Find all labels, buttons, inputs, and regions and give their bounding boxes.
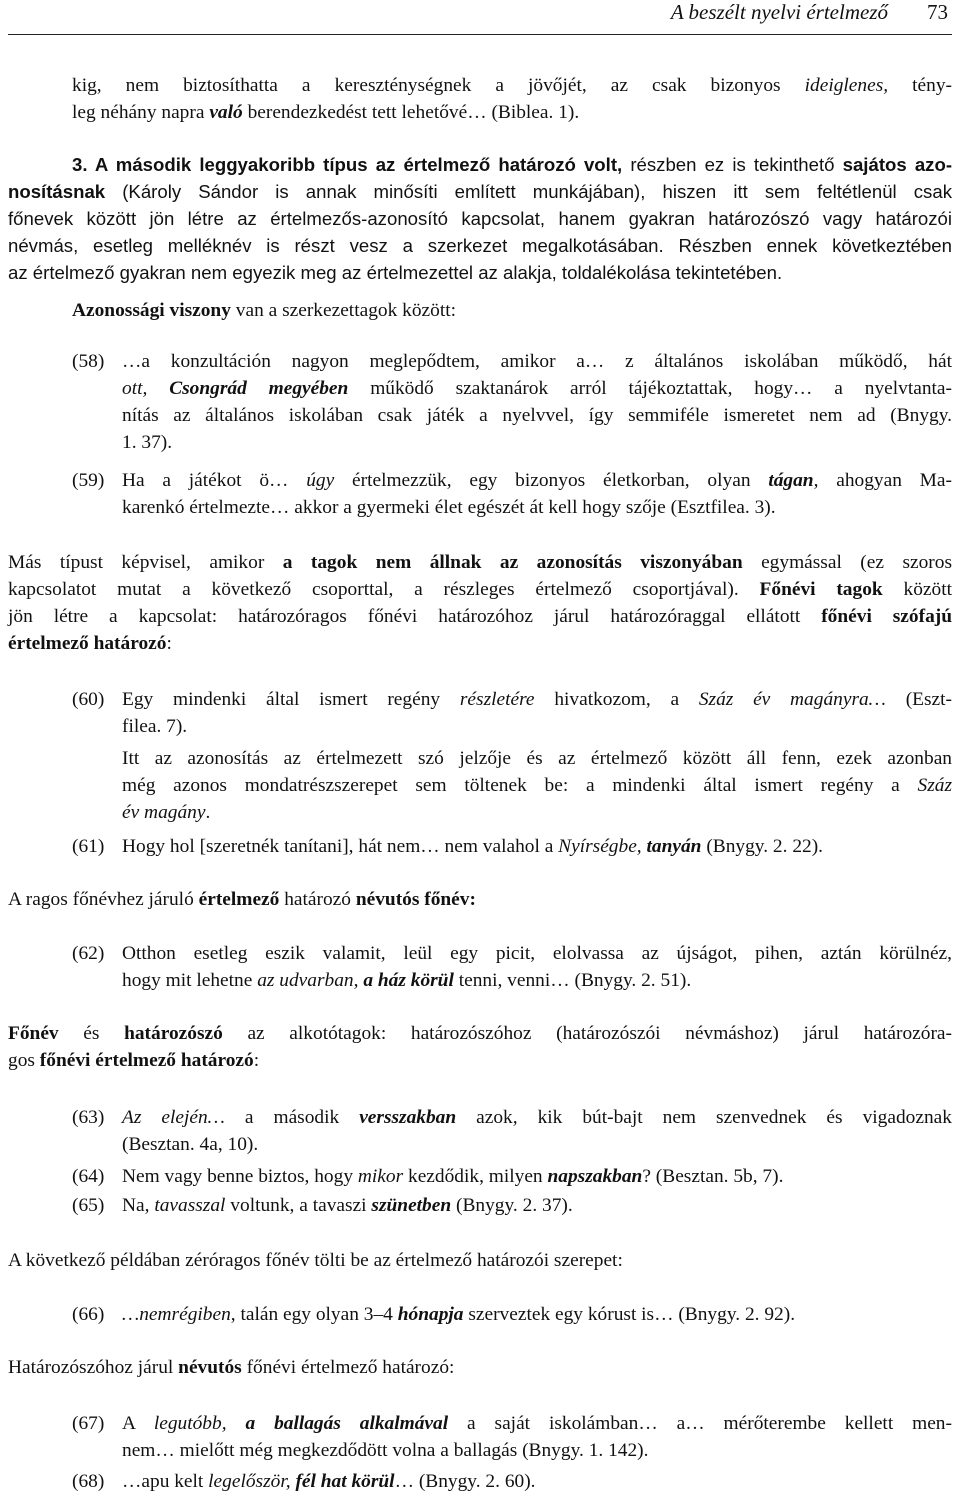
- page-header: [8, 0, 952, 35]
- example-number-68: (68): [72, 1471, 105, 1492]
- example-number-63: (63): [72, 1107, 105, 1128]
- para5-line2: gos főnévi értelmező határozó:: [8, 1050, 260, 1071]
- para6-line1: A következő példában zéróragos főnév tölti be az értelmező határozói szerepet:: [8, 1250, 623, 1271]
- para2-line1: 3. A második leggyakoribb típus az értelmező határozó volt, részben ez is tekinthető sajátos azo-: [72, 154, 953, 175]
- para7-line1: Határozószóhoz járul névutós főnévi értelmező határozó:: [8, 1357, 455, 1378]
- para4-line1: A ragos főnévhez járuló értelmező határozó névutós főnév:: [8, 889, 476, 910]
- example-number-67: (67): [72, 1413, 105, 1434]
- example-59-line2: karenkó értelmezte… akkor a gyermeki élet egészét át kell hogy szője (Esztfilea. 3).: [122, 497, 776, 518]
- example-61-line1: Hogy hol [szeretnék tanítani], hát nem… nem valahol a Nyírségbe, tanyán (Bnygy. 2. 22).: [122, 836, 824, 857]
- example-number-60: (60): [72, 689, 105, 710]
- para2-line2: nosításnak (Károly Sándor is annak minősíti említett munkájában), hiszen itt sem feltétlenül csak: [8, 181, 952, 202]
- example-number-64: (64): [72, 1166, 105, 1187]
- example-62-line1: Otthon esetleg eszik valamit, leül egy picit, elolvassa az újságot, pihen, aztán körülnéz,: [122, 943, 952, 964]
- example-58-line2: ott, Csongrád megyében működő szaktanárok arról tájékoztattak, hogy… a nyelvtanta-: [122, 378, 952, 399]
- example-65-line1: Na, tavasszal voltunk, a tavaszi szünetben (Bnygy. 2. 37).: [122, 1195, 573, 1216]
- example-60-line2: filea. 7).: [122, 716, 188, 737]
- example-number-66: (66): [72, 1304, 105, 1325]
- para3-line3: jön létre a kapcsolat: határozóragos főnévi határozóhoz járul határozóraggal ellátott főnévi szófajú: [8, 606, 953, 627]
- page-number: 73: [927, 0, 948, 24]
- example-59-line1: Ha a játékot ö… úgy értelmezzük, egy bizonyos életkorban, olyan tágan, ahogyan Ma-: [122, 470, 952, 491]
- para1-line1: kig, nem biztosíthatta a kereszténységnek a jövőjét, az csak bizonyos ideiglenes, tény-: [72, 75, 953, 96]
- example-number-61: (61): [72, 836, 105, 857]
- para5-line1: Főnév és határozószó az alkotótagok: határozószóhoz (határozószói névmáshoz) járul határozóra-: [8, 1023, 952, 1044]
- example-60-line5: év magány.: [122, 802, 211, 823]
- para1-line2: leg néhány napra való berendezkedést tett lehetővé… (Biblea. 1).: [72, 102, 580, 123]
- para2-line4: névmás, esetleg melléknév is részt vesz a szerkezet megalkotásában. Részben ennek következtében: [8, 235, 952, 256]
- example-68-line1: …apu kelt legelőször, fél hat körül… (Bnygy. 2. 60).: [122, 1471, 536, 1492]
- example-60-line1: Egy mindenki által ismert regény részletére hivatkozom, a Száz év magányra… (Eszt-: [122, 689, 952, 710]
- example-60-line3: Itt az azonosítás az értelmezett szó jelzője és az értelmező között áll fenn, ezek azonban: [122, 748, 952, 769]
- example-number-59: (59): [72, 470, 105, 491]
- example-62-line2: hogy mit lehetne az udvarban, a ház körül tenni, venni… (Bnygy. 2. 51).: [122, 970, 692, 991]
- para2-line5: az értelmező gyakran nem egyezik meg az értelmezettel az alakja, toldalékolása tekintetében.: [8, 262, 783, 283]
- para3-line1: Más típust képvisel, amikor a tagok nem állnak az azonosítás viszonyában egymással (ez szoros: [8, 552, 952, 573]
- example-58-line4: 1. 37).: [122, 432, 173, 453]
- example-67-line2: nem… mielőtt még megkezdődött volna a ballagás (Bnygy. 1. 142).: [122, 1440, 649, 1461]
- example-number-65: (65): [72, 1195, 105, 1216]
- running-title: A beszélt nyelvi értelmező: [670, 0, 888, 24]
- example-number-58: (58): [72, 351, 105, 372]
- example-63-line1: Az elején… a második versszakban azok, kik bút-bajt nem szenvednek és vigadoznak: [122, 1107, 952, 1128]
- example-63-line2: (Besztan. 4a, 10).: [122, 1134, 259, 1155]
- para2-line6: Azonossági viszony van a szerkezettagok között:: [72, 300, 456, 321]
- example-64-line1: Nem vagy benne biztos, hogy mikor kezdődik, milyen napszakban? (Besztan. 5b, 7).: [122, 1166, 784, 1187]
- example-67-line1: A legutóbb, a ballagás alkalmával a saját iskolámban… a… mérőterembe kellett men-: [122, 1413, 952, 1434]
- example-58-line3: nítás az általános iskolában csak játék a nyelvvel, így semmiféle ismeretet nem ad (Bnygy.: [122, 405, 952, 426]
- para3-line2: kapcsolatot mutat a következő csoporttal, a részleges értelmező csoportjával). Főnévi tagok között: [8, 579, 952, 600]
- para3-line4: értelmező határozó:: [8, 633, 172, 654]
- example-58-line1: …a konzultáción nagyon meglepődtem, amikor a… z általános iskolában működő, hát: [122, 351, 952, 372]
- example-number-62: (62): [72, 943, 105, 964]
- para2-line3: főnevek között jön létre az értelmezős-azonosító kapcsolat, hanem gyakran határozószó vagy határozói: [8, 208, 952, 229]
- example-66-line1: …nemrégiben, talán egy olyan 3–4 hónapja szerveztek egy kórust is… (Bnygy. 2. 92).: [122, 1304, 796, 1325]
- example-60-line4: még azonos mondatrészszerepet sem töltenek be: a mindenki által ismert regény a Száz: [122, 775, 952, 796]
